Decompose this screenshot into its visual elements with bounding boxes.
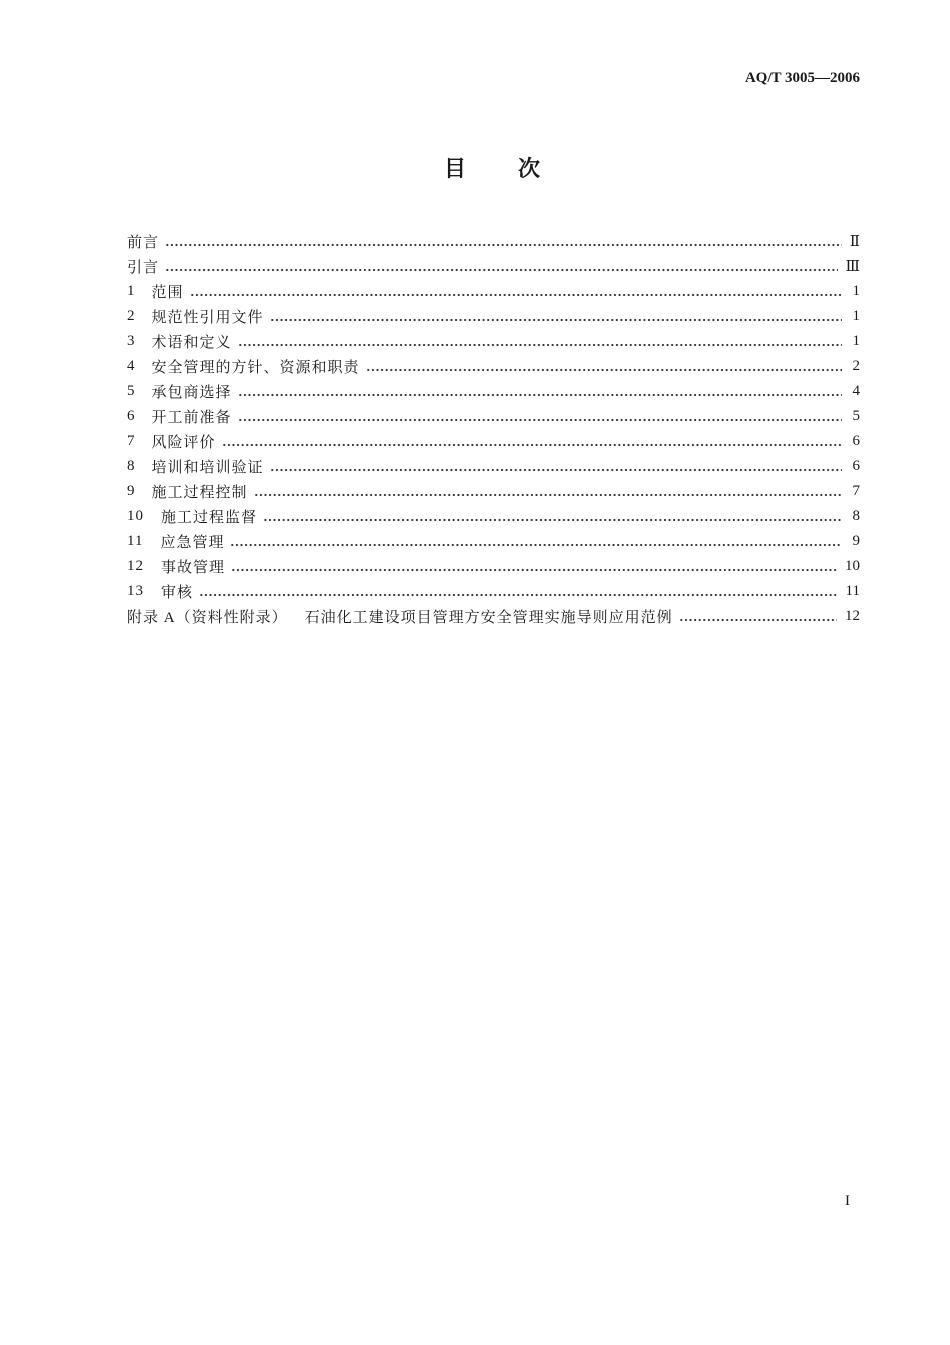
toc-entry — [127, 279, 860, 304]
toc-entry-number: 9 — [127, 483, 135, 499]
dot-leader — [230, 543, 842, 547]
toc-entry-introduction — [127, 254, 860, 279]
toc-entry-page: 11 — [845, 583, 860, 599]
toc-entry-label: 应急管理 — [160, 533, 225, 551]
toc-entry — [127, 429, 860, 454]
toc-entry-page: Ⅱ — [849, 234, 860, 250]
toc-entry — [127, 579, 860, 604]
toc-entry-label: 培训和培训验证 — [151, 458, 264, 476]
toc-entry-label: 引言 — [127, 258, 160, 276]
toc-entry — [127, 504, 860, 529]
dot-leader — [190, 293, 842, 297]
toc-entry-page: 12 — [845, 608, 860, 624]
standard-code: AQ/T 3005—2006 — [744, 70, 860, 86]
toc-entry — [127, 454, 860, 479]
page-number: I — [845, 1193, 850, 1209]
toc-entry-page: 10 — [845, 558, 860, 574]
toc-entry-label: 施工过程监督 — [161, 508, 258, 526]
dot-leader — [254, 493, 842, 497]
toc-entry-number: 5 — [127, 383, 135, 399]
toc-entry-number: 8 — [127, 458, 135, 474]
toc-entry-label: 安全管理的方针、资源和职责 — [151, 358, 360, 376]
toc-entry-appendix — [127, 604, 860, 629]
toc-entry — [127, 379, 860, 404]
dot-leader — [238, 393, 842, 397]
toc-entry-page: 5 — [852, 408, 860, 424]
toc-entry-page: 1 — [852, 308, 860, 324]
toc-entry-number: 11 — [127, 533, 144, 549]
dot-leader — [270, 468, 842, 472]
dot-leader — [165, 243, 842, 247]
toc-entry — [127, 304, 860, 329]
toc-entry-page: 2 — [852, 358, 860, 374]
toc-entry-number: 6 — [127, 408, 135, 424]
dot-leader — [270, 318, 842, 322]
toc-entry-number: 2 — [127, 308, 135, 324]
toc-entry-number: 1 — [127, 283, 135, 299]
dot-leader — [366, 368, 842, 372]
dot-leader — [238, 343, 842, 347]
toc-entry-number: 12 — [127, 558, 144, 574]
toc-entry-label: 开工前准备 — [151, 408, 232, 426]
toc-entry — [127, 529, 860, 554]
toc-entry — [127, 354, 860, 379]
toc-entry-page: 6 — [852, 433, 860, 449]
toc-entry-page: 6 — [852, 458, 860, 474]
toc-entry-page: 1 — [852, 283, 860, 299]
toc-entry-label: 施工过程控制 — [151, 483, 248, 501]
toc-entry-label: 范围 — [151, 283, 184, 301]
toc-entry — [127, 479, 860, 504]
toc-entry-label: 石油化工建设项目管理方安全管理实施导则应用范例 — [304, 608, 673, 626]
dot-leader — [263, 518, 842, 522]
toc-entry-label: 事故管理 — [161, 558, 226, 576]
dot-leader — [222, 443, 842, 447]
dot-leader — [238, 418, 842, 422]
toc-entry-page: 9 — [852, 533, 860, 549]
table-of-contents — [127, 229, 860, 629]
toc-entry-page: 4 — [852, 383, 860, 399]
toc-entry-label: 审核 — [161, 583, 194, 601]
toc-entry-label: 规范性引用文件 — [151, 308, 264, 326]
toc-entry-number: 10 — [127, 508, 144, 524]
toc-entry-number: 4 — [127, 358, 135, 374]
toc-entry — [127, 404, 860, 429]
toc-entry — [127, 554, 860, 579]
toc-entry-foreword — [127, 229, 860, 254]
dot-leader — [199, 593, 838, 597]
dot-leader — [679, 618, 837, 622]
toc-entry-label: 术语和定义 — [151, 333, 232, 351]
toc-entry-page: Ⅲ — [845, 259, 860, 275]
toc-entry-page: 1 — [852, 333, 860, 349]
toc-entry-label: 前言 — [127, 233, 160, 251]
toc-entry-page: 7 — [852, 483, 860, 499]
toc-entry-number: 7 — [127, 433, 135, 449]
toc-appendix-prefix: 附录 A（资料性附录） — [127, 610, 288, 626]
toc-entry-number: 3 — [127, 333, 135, 349]
dot-leader — [231, 568, 837, 572]
toc-entry-number: 13 — [127, 583, 144, 599]
toc-entry-label: 风险评价 — [151, 433, 216, 451]
toc-entry-label: 承包商选择 — [151, 383, 232, 401]
page-title: 目 次 — [444, 157, 556, 182]
toc-entry — [127, 329, 860, 354]
toc-entry-page: 8 — [852, 508, 860, 524]
dot-leader — [165, 268, 838, 272]
